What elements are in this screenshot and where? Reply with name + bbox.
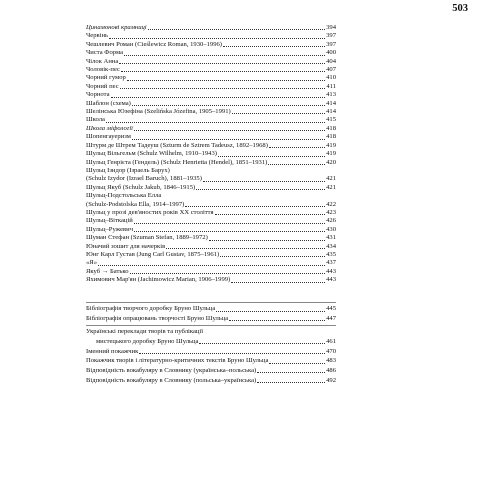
toc-entry-title: Шульц-Подстольська Елла [86, 192, 162, 200]
dot-leader [166, 248, 325, 249]
dot-leader [185, 206, 325, 207]
dot-leader [257, 372, 325, 373]
toc-entry-title: Покажчик творів і літературно-критичних текстів Бруно Шульца [86, 357, 269, 365]
toc-entry-page: 419 [326, 150, 336, 158]
toc-entry-title: Яхимович Мар'ян (Jachimowicz Marian, 1906–1999) [86, 276, 231, 284]
dot-leader [124, 55, 325, 56]
toc-entry-title: Шульц Вільгельм (Schulz Wilhelm, 1910–1943) [86, 150, 217, 158]
toc-entry [86, 159, 336, 167]
toc-entry-title: Чілок Анна [86, 57, 119, 65]
toc-entry [86, 41, 336, 49]
dot-leader [232, 113, 325, 114]
toc-entry [86, 338, 336, 347]
dot-leader [215, 214, 326, 215]
toc-entry [86, 259, 336, 267]
toc-entry-title: Бібліографія опрацювань творчості Бруно Шульца [86, 314, 229, 322]
toc-entry-page: 461 [326, 337, 336, 345]
toc-entry [86, 276, 336, 284]
toc-entry-page: 410 [326, 74, 336, 82]
dot-leader [130, 273, 326, 274]
toc-entry-page: 414 [326, 99, 336, 107]
toc-entry-page: 414 [326, 108, 336, 116]
toc-entry-page: 447 [326, 314, 336, 322]
toc-entry [86, 167, 336, 175]
toc-entry-title: (Schulz-Podstolska Ella, 1914–1997) [86, 200, 185, 208]
dot-leader [119, 63, 325, 64]
toc-entry [86, 226, 336, 234]
dot-leader [223, 46, 325, 47]
dot-leader [220, 256, 325, 257]
toc-entry [86, 315, 336, 324]
dot-leader [139, 353, 325, 354]
toc-entry [86, 328, 336, 337]
toc-entry [86, 108, 336, 116]
toc-entry [86, 184, 336, 192]
page-number: 503 [452, 3, 468, 14]
dot-leader [196, 189, 325, 190]
toc-entry-page: 397 [326, 32, 336, 40]
toc-entry [86, 209, 336, 217]
toc-entry-title: Відповідність вокабуляру в Словнику (українська–польська) [86, 366, 257, 374]
toc-entry-title: Чорний гумор [86, 74, 126, 82]
dot-leader [218, 156, 325, 157]
toc-entry [86, 192, 336, 200]
toc-entry [86, 201, 336, 209]
toc-entry-page: 419 [326, 141, 336, 149]
toc-entry-page: 411 [326, 82, 336, 90]
toc-entry-page: 486 [326, 366, 336, 374]
toc-entry-title: Червінь [86, 32, 108, 40]
toc-entry-title: Школа міфології [86, 124, 133, 132]
toc-entry-title: Цинамонові крамниці [86, 24, 147, 31]
toc-entry-page: 421 [326, 183, 336, 191]
toc-entry-page: 443 [326, 276, 336, 284]
toc-entry-page: 483 [326, 357, 336, 365]
toc-entry-title: Українські переклади творів та публікації [86, 328, 204, 336]
toc-entry [86, 91, 336, 99]
dot-leader [269, 147, 325, 148]
toc-entry-page: 418 [326, 133, 336, 141]
dot-leader [199, 343, 325, 344]
toc-entry-title: Шаблон (схема) [86, 99, 131, 107]
toc-entry [86, 100, 336, 108]
toc-entry-title: Чешлевич Роман (Cieślewicz Roman, 1930–1996) [86, 40, 223, 48]
dot-leader [269, 363, 325, 364]
toc-entry-page: 407 [326, 66, 336, 74]
toc-entry-title: Шульц Якуб (Schulz Jakub, 1846–1915) [86, 183, 196, 191]
dot-leader [209, 240, 325, 241]
toc-entry-page: 420 [326, 158, 336, 166]
toc-entry [86, 348, 336, 357]
toc-entry [86, 116, 336, 124]
section-divider [86, 302, 336, 303]
toc-entry-title: Шульц–Віткацій [86, 217, 133, 225]
toc-entry-title: Чорнота [86, 91, 110, 99]
toc-entry-page: 435 [326, 250, 336, 258]
toc-entry-page: 426 [326, 217, 336, 225]
dot-leader [132, 139, 325, 140]
toc-entry-page: 430 [326, 225, 336, 233]
dot-leader [134, 130, 325, 131]
toc-entry-page: 434 [326, 242, 336, 250]
toc-entry [86, 377, 336, 386]
toc-entry-title: Відповідність вокабуляру в Словнику (польська–українська) [86, 376, 257, 384]
toc-entry-title: Чоловік-пес [86, 66, 120, 74]
toc-entry [86, 66, 336, 74]
dot-leader [231, 282, 325, 283]
dot-leader [109, 38, 325, 39]
toc-entry-title: Шульц Ізидор (Ізраель Барух) [86, 166, 170, 174]
toc-entry [86, 251, 336, 259]
toc-entry [86, 150, 336, 158]
dot-leader [121, 71, 325, 72]
dot-leader [111, 97, 326, 98]
appendix-contents [86, 300, 336, 385]
toc-entry-page: 492 [326, 376, 336, 384]
toc-entry-title: Іменний покажчик [86, 347, 139, 355]
table-of-contents [86, 24, 336, 285]
toc-entry-title: Шелінська Юзефіна (Szelińska Józefina, 1905–1991) [86, 108, 231, 116]
toc-entry [86, 74, 336, 82]
toc-entry-title: Шульц–Ружевич [86, 225, 134, 233]
dot-leader [229, 320, 325, 321]
toc-entry [86, 125, 336, 133]
dot-leader [127, 80, 325, 81]
toc-entry [86, 58, 336, 66]
toc-entry-title: Шульц у прозі дев'яностих років XX століття [86, 208, 214, 216]
toc-entry [86, 49, 336, 57]
toc-entry-page: 445 [326, 305, 336, 312]
toc-entry-title: Шопенгауеризм [86, 133, 131, 141]
toc-entry-page: 470 [326, 347, 336, 355]
dot-leader [216, 311, 325, 312]
dot-leader [268, 164, 325, 165]
dot-leader [98, 265, 325, 266]
toc-entry [86, 217, 336, 225]
dot-leader [148, 29, 325, 30]
toc-entry-title: Чиста Форма [86, 49, 124, 57]
dot-leader [134, 223, 325, 224]
toc-entry-title: (Schulz Izydor (Izrael Baruch), 1881–1935) [86, 175, 202, 183]
toc-entry [86, 367, 336, 376]
toc-entry-page: 437 [326, 259, 336, 267]
toc-entry-page: 394 [326, 24, 336, 31]
toc-entry [86, 175, 336, 183]
toc-entry-page: 400 [326, 49, 336, 57]
toc-entry-title: Юнг Карл Густав (Jung Carl Gustav, 1875–1961) [86, 250, 220, 258]
toc-entry [86, 83, 336, 91]
toc-entry-title: Шульц Генрієта (Гендель) (Schulz Henrietta (Hendel), 1851–1931) [86, 158, 268, 166]
toc-entry [86, 243, 336, 251]
toc-entry [86, 142, 336, 150]
toc-entry-title: Школа [86, 116, 105, 124]
toc-entry-title: Чорний пес [86, 82, 119, 90]
dot-leader [106, 122, 325, 123]
toc-entry-title: Якуб → Батько [86, 267, 129, 275]
toc-entry-page: 423 [326, 208, 336, 216]
toc-entry-page: 415 [326, 116, 336, 124]
section-divider [86, 325, 336, 326]
toc-entry-page: 397 [326, 40, 336, 48]
toc-entry-page: 443 [326, 267, 336, 275]
toc-entry-page: 421 [326, 175, 336, 183]
toc-entry [86, 357, 336, 366]
dot-leader [120, 88, 326, 89]
toc-entry-title: Юначий зошит для начерків [86, 242, 166, 250]
dot-leader [257, 382, 325, 383]
toc-entry [86, 234, 336, 242]
toc-entry-page: 422 [326, 200, 336, 208]
toc-entry-page: 431 [326, 234, 336, 242]
toc-entry [86, 24, 336, 32]
toc-entry [86, 305, 336, 314]
toc-entry-title: Бібліографія творчого доробку Бруно Шульца [86, 305, 216, 312]
dot-leader [132, 105, 325, 106]
toc-entry-page: 404 [326, 57, 336, 65]
dot-leader [203, 181, 325, 182]
toc-entry-title: «Я» [86, 259, 97, 267]
toc-entry [86, 133, 336, 141]
toc-entry-title: мистецького доробку Бруно Шульца [96, 337, 199, 345]
toc-entry [86, 32, 336, 40]
toc-entry-page: 418 [326, 124, 336, 132]
toc-entry-page: 413 [326, 91, 336, 99]
toc-entry-title: Шуман Стефан (Szuman Stefan, 1889–1972) [86, 234, 208, 242]
toc-entry [86, 268, 336, 276]
toc-entry-title: Штурм де Штрем Тадеуш (Szturm de Sztrem Tadeusz, 1892–1968) [86, 141, 268, 149]
dot-leader [134, 231, 325, 232]
